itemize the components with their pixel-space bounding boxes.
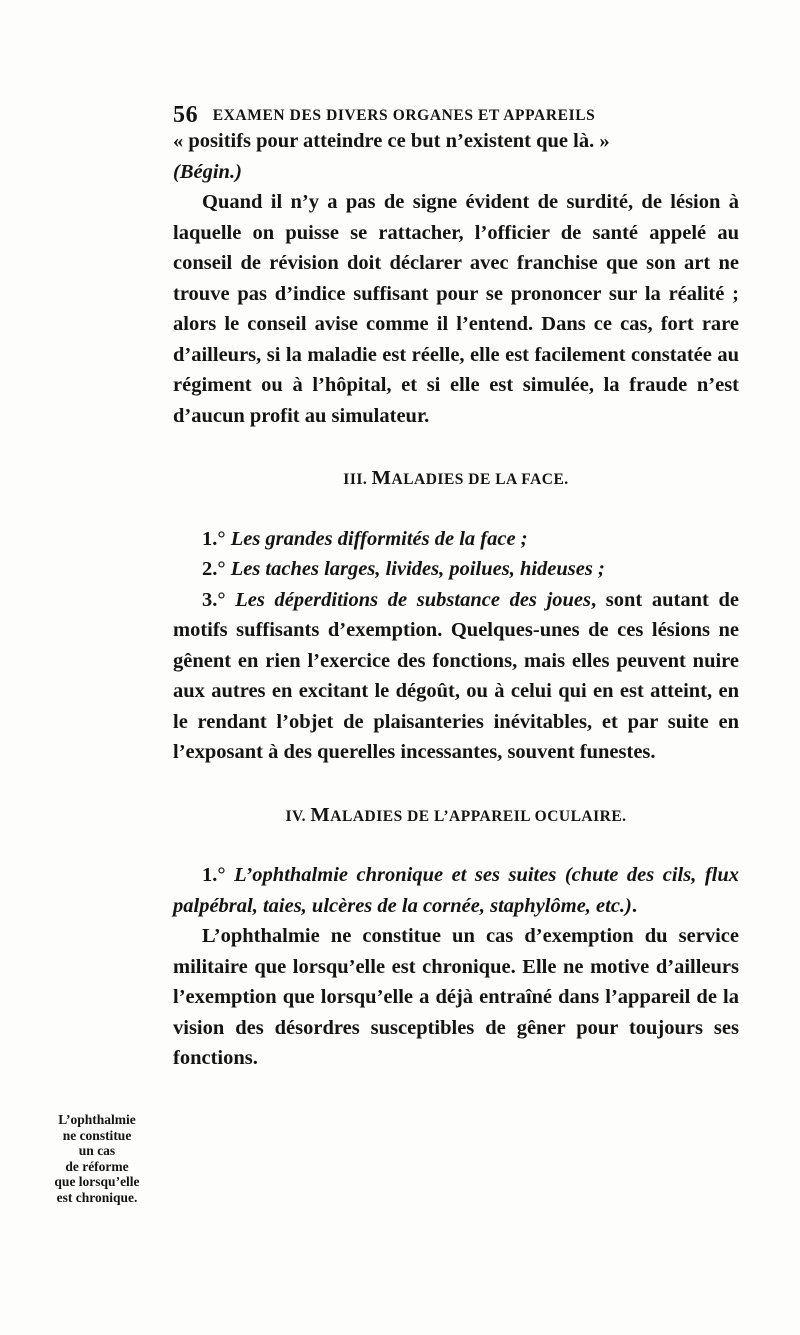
list-item-oculaire-1: 1.° L’ophthalmie chronique et ses suites (chute des cils, flux palpébral, taies, ulcères de la cornée, staphylôme, etc.). [173,864,740,917]
margin-note-line: est chronique. [56,1189,138,1205]
running-title: EXAMEN DES DIVERS ORGANES ET APPAREILS [212,107,596,124]
paragraph-surdite: Quand il n’y a pas de signe évident de surdité, de lésion à laquelle on puisse se rattacher, l’officier de santé appelé au conseil de révision doit déclarer avec franchise que son art ne trouve pas d’indice suffisant pour se prononcer sur la réalité ; alors le conseil avise comme il l’entend. Dans ce cas, fort rare d’ailleurs, si la maladie est réelle, elle est facilement constatée au régiment ou à l’hôpital, et si elle est simulée, la fraude n’est d’aucun profit au simulateur. [173,191,739,427]
section-heading-oculaire: IV. MALADIES DE L’APPAREIL OCULAIRE. [285,803,627,826]
margin-note-line: ne constitue [62,1127,132,1143]
item-paren: (chute des cils, flux palpébral, taies, ulcères de la cornée, staphylôme, etc.) [173,864,740,917]
item-text: L’ophthalmie chronique et ses suites [234,864,557,886]
item-number: 3.° [202,588,226,611]
quote-end: « positifs pour atteindre ce but n’existent que là. » [173,130,610,152]
list-item-face-2 [173,554,739,585]
item-text-continuation: , sont autant de motifs suffisants d’exemption. Quelques-unes de ces lésions ne gênent en rien l’exercice des fonctions, mais elles peuvent nuire aux autres en excitant le dégoût, ou à celui qui en est atteint, en le rendant l’objet de plaisanteries inévitables, et par suite en l’exposant à des querelles incessantes, souvent funestes. [173,588,739,763]
page-number: 56 [173,102,199,128]
margin-note-line: un cas [78,1143,116,1158]
item-number: 1.° [202,864,226,886]
list-item-face-3 [173,585,739,768]
margin-note [30,1112,164,1205]
item-number: 2.° [202,558,226,580]
item-number: 1.° [202,527,226,550]
list-item-face-1 [173,524,739,555]
running-header [173,102,595,129]
item-text: Les déperditions de substance des joues [235,588,591,611]
item-text: Les taches larges, livides, poilues, hideuses ; [230,558,605,580]
main-text [173,126,739,1074]
section-heading-face: III. MALADIES DE LA FACE. [343,467,569,489]
citation: (Bégin.) [173,160,242,183]
margin-note-line: L’ophthalmie [58,1112,136,1127]
paragraph-ophthalmie: L’ophthalmie ne constitue un cas d’exemption du service militaire que lorsqu’elle est chronique. Elle ne motive d’ailleurs l’exemption que lorsqu’elle a déjà entraîné dans l’appareil de la vision des désordres susceptibles de gêner pour toujours ses fonctions. [173,925,739,1069]
margin-note-line: de réforme [65,1158,129,1174]
item-text: Les grandes difformités de la face ; [230,527,528,550]
margin-note-line: que lorsqu’elle [54,1174,140,1189]
intro-paragraph [173,126,739,187]
